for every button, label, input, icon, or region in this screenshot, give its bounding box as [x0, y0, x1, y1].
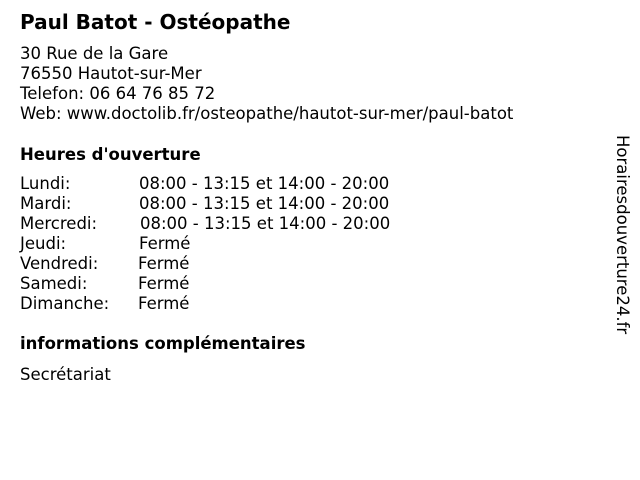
website: Web: www.doctolib.fr/osteopathe/hautot-sur-mer/paul-batot: [20, 104, 514, 123]
page-title: Paul Batot - Ostéopathe: [20, 10, 291, 34]
opening-time: 08:00 - 13:15 et 14:00 - 20:00: [139, 174, 390, 193]
address-block: [20, 44, 513, 124]
opening-time: Fermé: [138, 274, 190, 293]
info-heading: informations complémentaires: [20, 334, 306, 353]
day-label: Jeudi:: [20, 234, 67, 253]
site-watermark: Horairesdouverture24.fr: [613, 135, 632, 335]
hours-heading: Heures d'ouverture: [20, 145, 201, 164]
opening-time: Fermé: [139, 234, 191, 253]
city: 76550 Hautot-sur-Mer: [20, 64, 202, 83]
street-address: 30 Rue de la Gare: [20, 44, 169, 63]
day-label: Samedi:: [20, 274, 88, 293]
opening-time: 08:00 - 13:15 et 14:00 - 20:00: [140, 214, 391, 233]
day-label: Mardi:: [20, 194, 72, 213]
opening-time: 08:00 - 13:15 et 14:00 - 20:00: [139, 194, 390, 213]
info-item: Secrétariat: [20, 365, 111, 384]
day-label: Lundi:: [20, 174, 71, 193]
opening-time: Fermé: [138, 254, 190, 273]
day-label: Mercredi:: [20, 214, 98, 233]
day-label: Vendredi:: [20, 254, 99, 273]
opening-time: Fermé: [138, 294, 190, 313]
day-label: Dimanche:: [20, 294, 110, 313]
phone: Telefon: 06 64 76 85 72: [20, 84, 216, 103]
